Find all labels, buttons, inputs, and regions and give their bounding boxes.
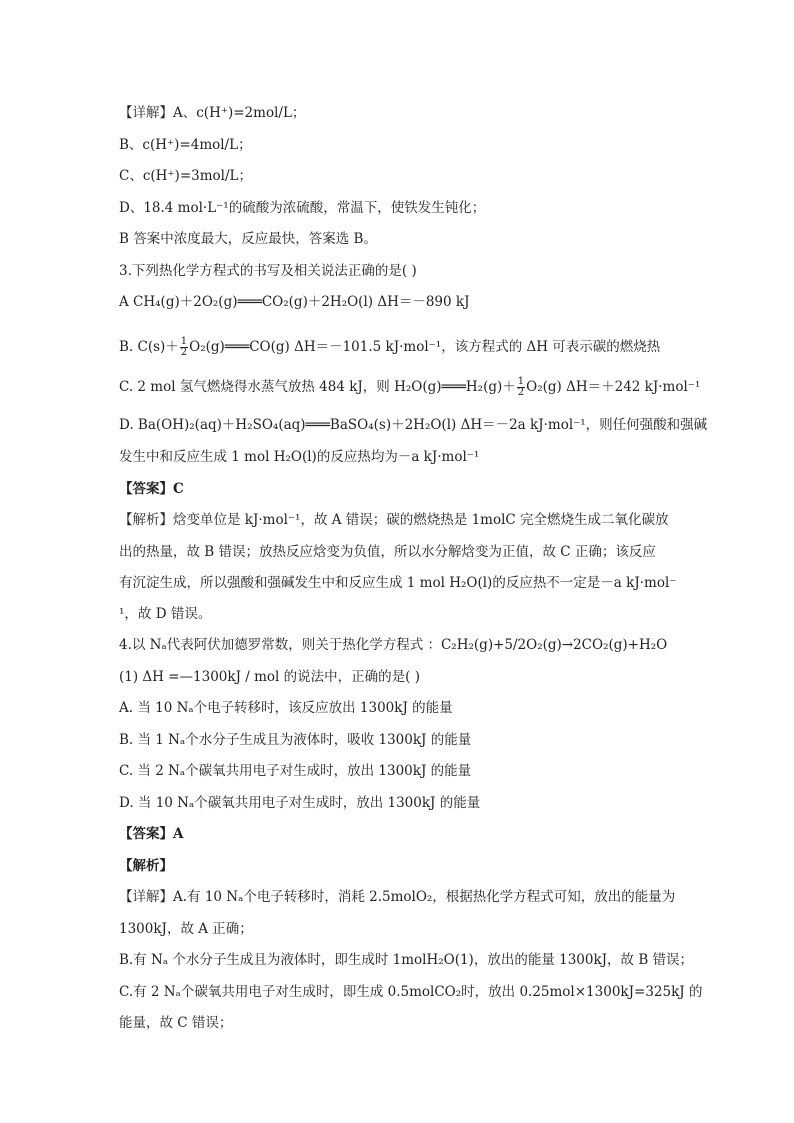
text-line: 【解析】焓变单位是 kJ·mol⁻¹，故 A 错误；碳的燃烧热是 1molC 完全燃烧生成二氧化碳放 <box>119 512 669 528</box>
text-line: 能量，故 C 错误； <box>119 1015 233 1031</box>
option-b-pre: B. C(s)＋ <box>119 339 179 355</box>
text-line: B、c(H⁺)=4mol/L； <box>119 137 252 153</box>
fraction-numerator: 1 <box>517 376 525 387</box>
text-line: (1) ΔH =—1300kJ / mol 的说法中，正确的是( ) <box>119 669 420 685</box>
fraction-one-half <box>517 377 525 398</box>
option-b-line <box>119 337 660 358</box>
option-c-pre: C. 2 mol 氢气燃烧得水蒸气放热 484 kJ，则 H₂O(g)═══H₂(g)＋ <box>119 379 516 395</box>
text-line: ¹，故 D 错误。 <box>119 606 212 622</box>
text-line: C.有 2 Nₐ个碳氧共用电子对生成时，即生成 0.5molCO₂时，放出 0.25mol×1300kJ=325kJ 的 <box>119 984 703 1000</box>
text-line: A CH₄(g)＋2O₂(g)═══CO₂(g)＋2H₂O(l) ΔH＝－890 kJ <box>119 294 470 310</box>
text-line: C. 当 2 Nₐ个碳氧共用电子对生成时，放出 1300kJ 的能量 <box>119 763 472 779</box>
text-line: 有沉淀生成，所以强酸和强碱发生中和反应生成 1 mol H₂O(l)的反应热不一定是－a kJ·mol⁻ <box>119 575 677 591</box>
text-line: 【答案】C <box>119 481 184 497</box>
text-line: C、c(H⁺)=3mol/L； <box>119 168 252 184</box>
text-line: 1300kJ，故 A 正确； <box>119 921 253 937</box>
fraction-denominator: 2 <box>180 347 188 358</box>
text-line: A. 当 10 Nₐ个电子转移时，该反应放出 1300kJ 的能量 <box>119 700 453 716</box>
option-c-post: O₂(g) ΔH＝＋242 kJ·mol⁻¹ <box>526 379 701 395</box>
text-line: 【解析】 <box>119 858 173 874</box>
fraction-numerator: 1 <box>180 336 188 347</box>
text-line: 发生中和反应生成 1 mol H₂O(l)的反应热均为－a kJ·mol⁻¹ <box>119 449 480 465</box>
option-b-post: O₂(g)═══CO(g) ΔH＝－101.5 kJ·mol⁻¹，该方程式的 ΔH 可表示碳的燃烧热 <box>189 339 661 355</box>
fraction-one-half <box>180 337 188 358</box>
fraction-denominator: 2 <box>517 387 525 398</box>
text-line: 【答案】A <box>119 826 184 842</box>
text-line: B 答案中浓度最大，反应最快，答案选 B。 <box>119 231 377 247</box>
option-c-line <box>119 377 700 398</box>
text-line: B.有 Nₐ 个水分子生成且为液体时，即生成时 1molH₂O(1)，放出的能量 1300kJ，故 B 错误； <box>119 952 694 968</box>
text-line: 【详解】A.有 10 Nₐ个电子转移时，消耗 2.5molO₂，根据热化学方程式可知，放出的能量为 <box>119 889 676 905</box>
text-line: 【详解】A、c(H⁺)=2mol/L； <box>119 105 306 121</box>
text-line: D、18.4 mol·L⁻¹的硫酸为浓硫酸，常温下，使铁发生钝化； <box>119 200 486 216</box>
text-line: D. Ba(OH)₂(aq)＋H₂SO₄(aq)═══BaSO₄(s)＋2H₂O(l) ΔH＝－2a kJ·mol⁻¹，则任何强酸和强碱 <box>119 417 708 433</box>
text-line: D. 当 10 Nₐ个碳氧共用电子对生成时，放出 1300kJ 的能量 <box>119 795 481 811</box>
text-line: 4.以 Nₐ代表阿伏加德罗常数，则关于热化学方程式 ：C₂H₂(g)+5/2O₂(g)→2CO₂(g)+H₂O <box>119 637 668 653</box>
text-line: 3.下列热化学方程式的书写及相关说法正确的是( ) <box>119 263 417 279</box>
text-line: 出的热量，故 B 错误；放热反应焓变为负值，所以水分解焓变为正值，故 C 正确；该反应 <box>119 544 656 560</box>
text-line: B. 当 1 Nₐ个水分子生成且为液体时，吸收 1300kJ 的能量 <box>119 732 472 748</box>
